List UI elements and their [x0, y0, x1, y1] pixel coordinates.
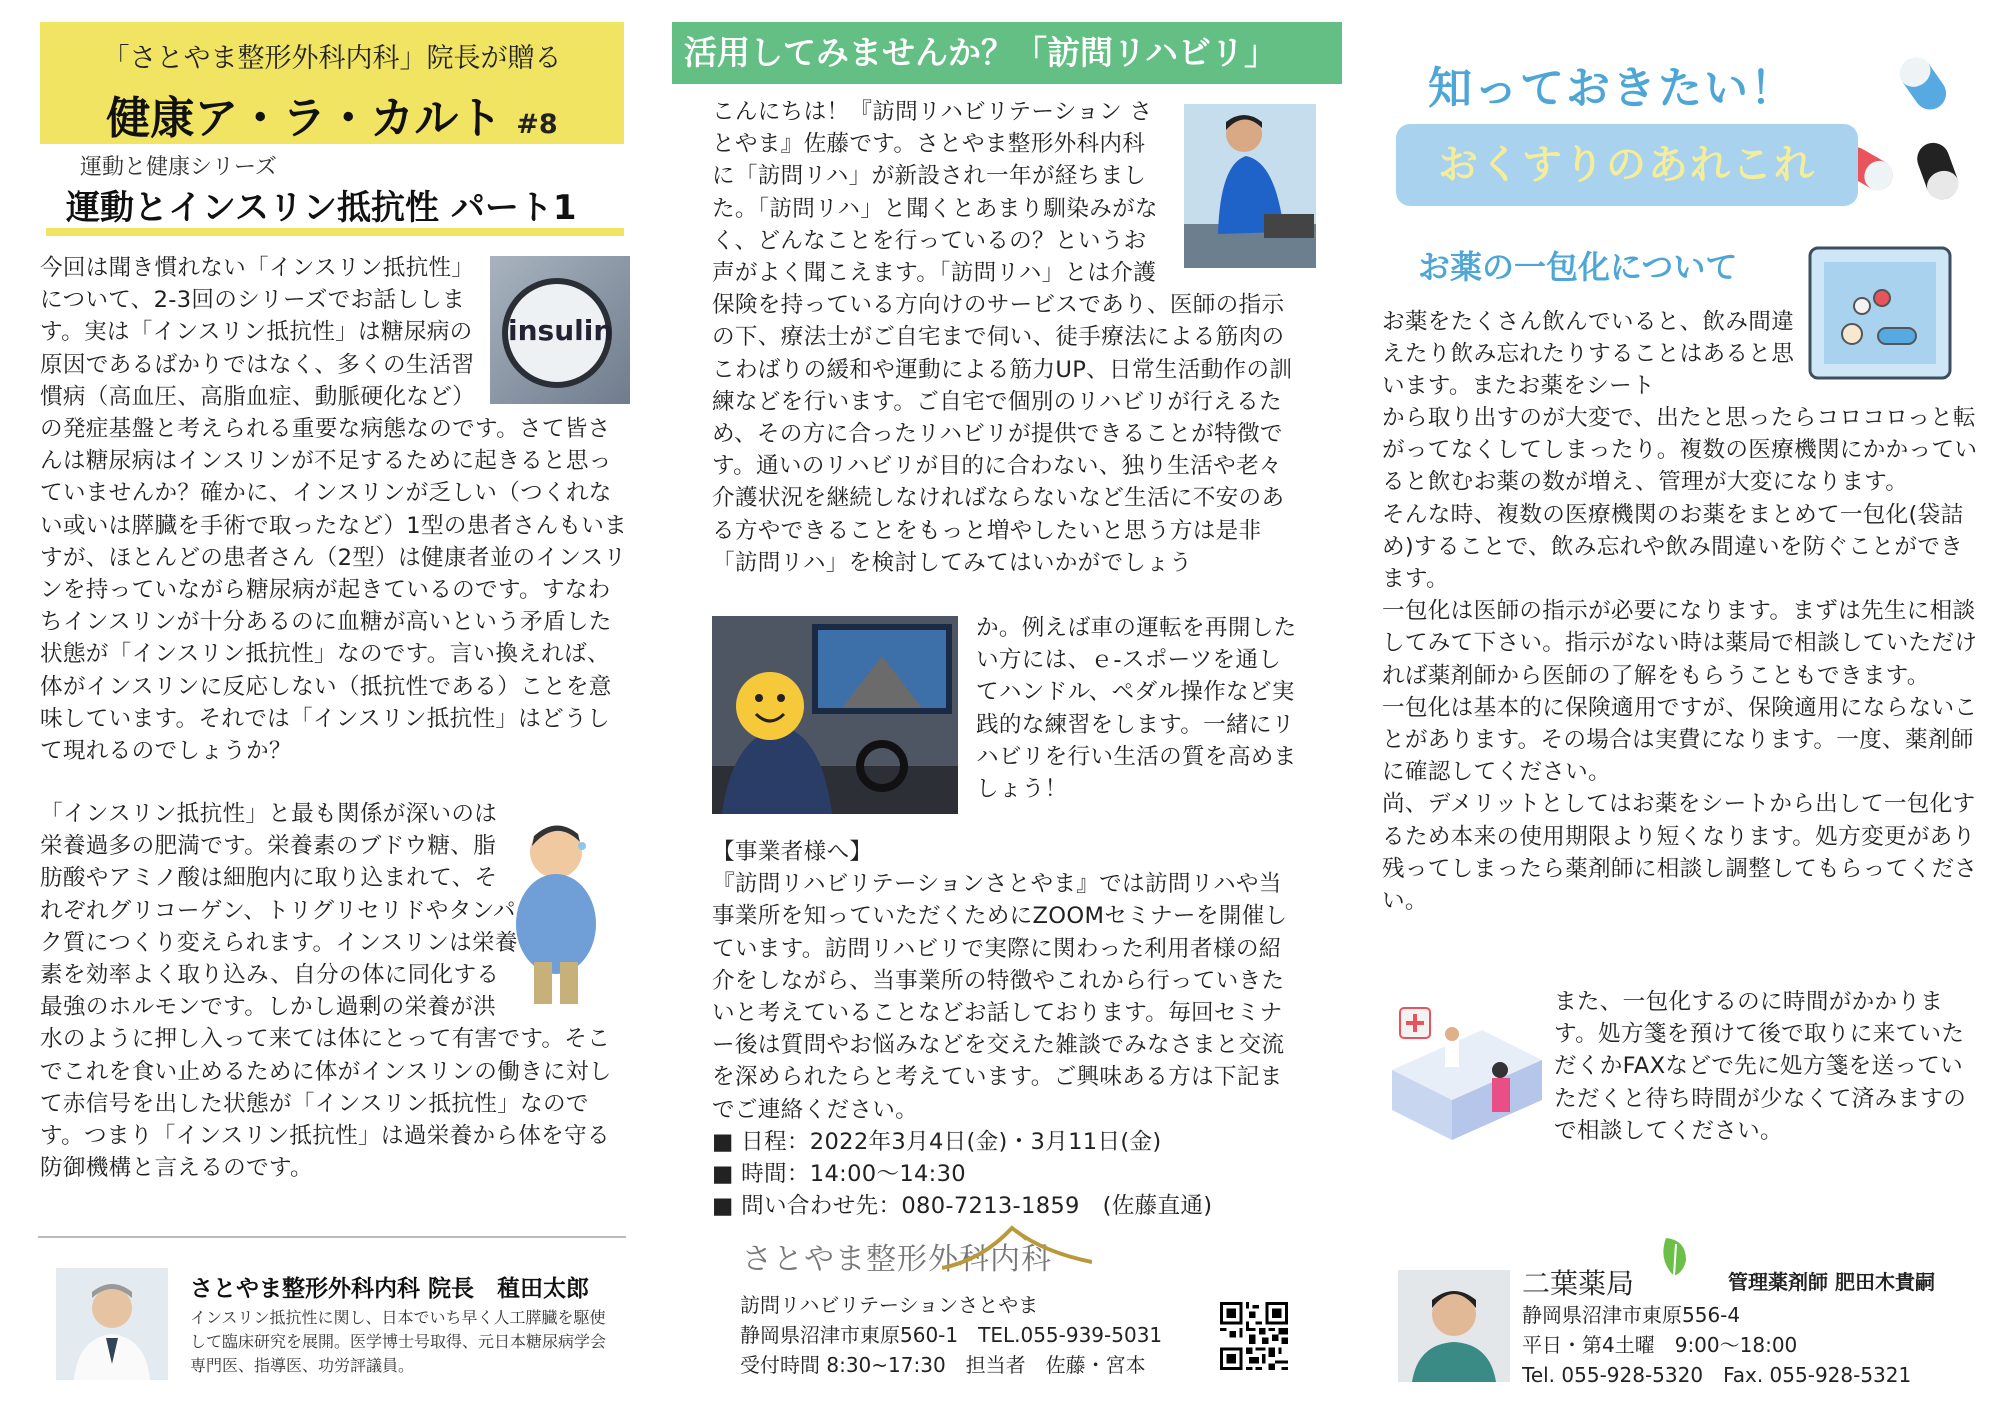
medicine-body-1: お薬をたくさん飲んでいると、飲み間違えたり飲み忘れたりすることはあると思います。またお薬をシート [1382, 309, 1795, 400]
qr-code-icon[interactable] [1220, 1302, 1288, 1370]
seminar-time: ■ 時間：14:00～14:30 [712, 1161, 966, 1188]
pharmacy-phone: Tel. 055-928-5320 Fax. 055-928-5321 [1522, 1363, 1912, 1387]
pharmacy-leaf-logo-icon [1656, 1230, 1692, 1280]
smiley-face-icon [736, 672, 804, 740]
medicine-para-d: 一包化は基本的に保険適用ですが、保険適用にならないことがあります。その場合は実費になります。一度、薬剤師に確認してください。 [1382, 694, 1978, 786]
rehab-body-2: か。例えば車の運転を再開したい方には、ｅ-スポーツを通してハンドル、ペダル操作など実践的な練習をします。一緒にリハビリを行い生活の質を高めましょう！ [976, 615, 1297, 803]
doctor-avatar-icon [56, 1268, 168, 1380]
therapist-float-spacer [1162, 96, 1302, 262]
series-label: 運動と健康シリーズ [80, 155, 277, 180]
medicine-section-title: 知っておきたい！ [1428, 63, 1796, 114]
rehab-body-1 [712, 96, 1302, 579]
photo-float-spacer [490, 252, 630, 402]
seminar-date: ■ 日程：2022年3月4日(金)・3月11日(金) [712, 1128, 1162, 1155]
capsules-icon [1848, 42, 1964, 202]
header-subtitle: 「さとやま整形外科内科」院長が贈る [102, 43, 562, 74]
doctor-name: さとやま整形外科内科 院長 稙田太郎 [190, 1276, 590, 1302]
seminar-contact: ■ 問い合わせ先：080-7213-1859 (佐藤直通) [712, 1193, 1213, 1220]
article-body-2 [40, 798, 630, 1184]
clinic-logo-text: さとやま整形外科内科 [742, 1242, 1052, 1277]
issue-number: #8 [516, 109, 558, 140]
rehab-body-1-text: こんにちは！『訪問リハビリテーション さとやま』佐藤です。さとやま整形外科内科に「訪問リハ」が新設され一年が経ちました。「訪問リハ」と聞くとあまり馴染みがなく、どんなことを行っているの？というお声がよく聞こえます。「訪問リハ」とは介護保険を持っている方向けのサービスであり、医師の指示の下、療法士がご自宅まで伺い、徒手療法による筋肉のこわばりの緩和や運動による筋力UP、日常生活動作の訓練などを行います。ご自宅で個別のリハビリが行えるため、その方に合ったリハビリが提供できることが特徴です。通いのリハビリが目的に合わない、独り生活や老々介護状況を継続しなければならないなど生活に不安のある方やできることをもっと増やしたいと思う方は是非「訪問リハ」を検討してみてはいかがでしょう [712, 99, 1293, 576]
article-body-1-text: 今回は聞き慣れない「インスリン抵抗性」について、2-3回のシリーズでお話しします。実は「インスリン抵抗性」は糖尿病の原因であるばかりではなく、多くの生活習慣病（高血圧、高脂血症、動脈硬化など）の発症基盤と考えられる重要な病態なのです。さて皆さんは糖尿病はインスリンが不足するために起きると思っていませんか？確かに、インスリンが乏しい（つくれない或いは膵臓を手術で取ったなど）1型の患者さんもいますが、ほとんどの患者さん（2型）は健康者並のインスリンを持っていながら糖尿病が起きているのです。すなわちインスリンが十分あるのに血糖が高いという矛盾した状態が「インスリン抵抗性」なのです。言い換えれば、体がインスリンに反応しない（抵抗性である）ことを意味しています。それでは「インスリン抵抗性」はどうして現れるのでしょうか？ [40, 255, 628, 765]
seminar-description: 『訪問リハビリテーションさとやま』では訪問リハや当事業所を知っていただくためにZOOMセミナーを開催しています。訪問リハビリで実際に関わった利用者様の紹介をしながら、当事業所の特徴やこれから行っていきたいと考えていることなどお話しております。毎回セミナー後は質問やお悩みなどを交えた雑談でみなさまと交流を深められたらと考えています。ご興味ある方は下記までご連絡ください。 [712, 871, 1288, 1123]
esports-driving-photo [712, 616, 958, 814]
pharmacist-photo [1398, 1270, 1510, 1382]
pharmacist-role: 管理薬剤師 肥田木貴嗣 [1728, 1270, 1935, 1294]
article-body-1 [40, 252, 630, 767]
medicine-para-a: から取り出すのが大変で、出たと思ったらコロコロっと転がってなくしてしまったり。複数の医療機関にかかっていると飲むお薬の数が増え、管理が大変になります。 [1382, 405, 1978, 496]
article-body-2-text: 「インスリン抵抗性」と最も関係が深いのは栄養過多の肥満です。栄養素のブドウ糖、脂肪酸やアミノ酸は細胞内に取り込まれて、それぞれグリコーゲン、トリグリセリドやタンパク質につくり変えられます。インスリンは栄養素を効率よく取り込み、自分の体に同化する最強のホルモンです。しかし過剰の栄養が洪水のように押し入って来ては体にとって有害です。そこでこれを食い止めるために体がインスリンの働きに対して赤信号を出した状態が「インスリン抵抗性」なのです。つまり「インスリン抵抗性」は過栄養から体を守る防御機構と言えるのです。 [40, 801, 612, 1182]
medicine-body-3: また、一包化するのに時間がかかります。処方箋を預けて後で取りに来ていただくかFAXなどで先に処方箋を送っていただくと待ち時間が少なくて済みますので相談してください。 [1554, 989, 1967, 1144]
pill-tray-icon [1806, 244, 1954, 382]
medicine-body-2 [1382, 402, 1978, 917]
doctor-description: インスリン抵抗性に関し、日本でいち早く人工膵臓を駆使して臨床研究を展開。医学博士号取得、元日本糖尿病学会専門医、指導医、功労評議員。 [190, 1308, 607, 1375]
column2-header-text: 活用してみませんか？「訪問リハビリ」 [684, 33, 1278, 72]
facility-name: 訪問リハビリテーションさとやま [740, 1293, 1039, 1317]
medicine-para-e: 尚、デメリットとしてはお薬をシートから出して一包化するため本来の使用期限より短くなります。処方変更があり残ってしまったら薬剤師に相談し調整してもらってください。 [1382, 791, 1978, 915]
title-underline [46, 228, 624, 236]
section-title: 【事業者様へ】 [712, 839, 873, 865]
medicine-para-b: そんな時、複数の医療機関のお薬をまとめて一包化(袋詰め)することで、飲み忘れや飲み間違いを防ぐことができます。 [1382, 501, 1964, 593]
rehab-body-3 [712, 836, 1302, 1222]
header-title [40, 82, 624, 146]
pharmacy-address: 静岡県沼津市東原556-4 [1522, 1303, 1741, 1327]
column1-divider [38, 1236, 626, 1238]
illustration-float-spacer [518, 798, 630, 1020]
pharmacy-name: 二葉薬局 [1522, 1267, 1635, 1300]
mountain-logo-icon [942, 1218, 1092, 1274]
medicine-banner-text: おくすりのあれこれ [1438, 142, 1816, 188]
doctor-photo [56, 1268, 168, 1380]
medicine-banner [1396, 124, 1858, 206]
pharmacy-hours: 平日・第4土曜 9:00～18:00 [1522, 1333, 1798, 1357]
pharmacist-avatar-icon [1398, 1270, 1510, 1382]
medicine-para-c: 一包化は医師の指示が必要になります。まずは先生に相談してみて下さい。指示がない時は薬局で相談していただければ薬剤師から医師の了解をもらうこともできます。 [1382, 598, 1978, 689]
article-title: 運動とインスリン抵抗性 パート1 [66, 188, 577, 228]
facility-address: 静岡県沼津市東原560-1 TEL.055-939-5031 [740, 1323, 1163, 1347]
pharmacy-counter-illustration [1382, 1000, 1544, 1150]
header-title-text: 健康ア・ラ・カルト [106, 93, 503, 144]
rehab-footer [740, 1290, 1180, 1380]
medicine-subhead: お薬の一包化について [1418, 248, 1738, 286]
pharmacy-info [1522, 1300, 1982, 1390]
esports-illustration [712, 616, 958, 814]
column1-header-block [40, 22, 624, 144]
facility-hours: 受付時間 8:30~17:30 担当者 佐藤・宮本 [740, 1353, 1146, 1377]
column2-header-block [672, 22, 1342, 84]
insulin-word: insulin [508, 314, 614, 347]
